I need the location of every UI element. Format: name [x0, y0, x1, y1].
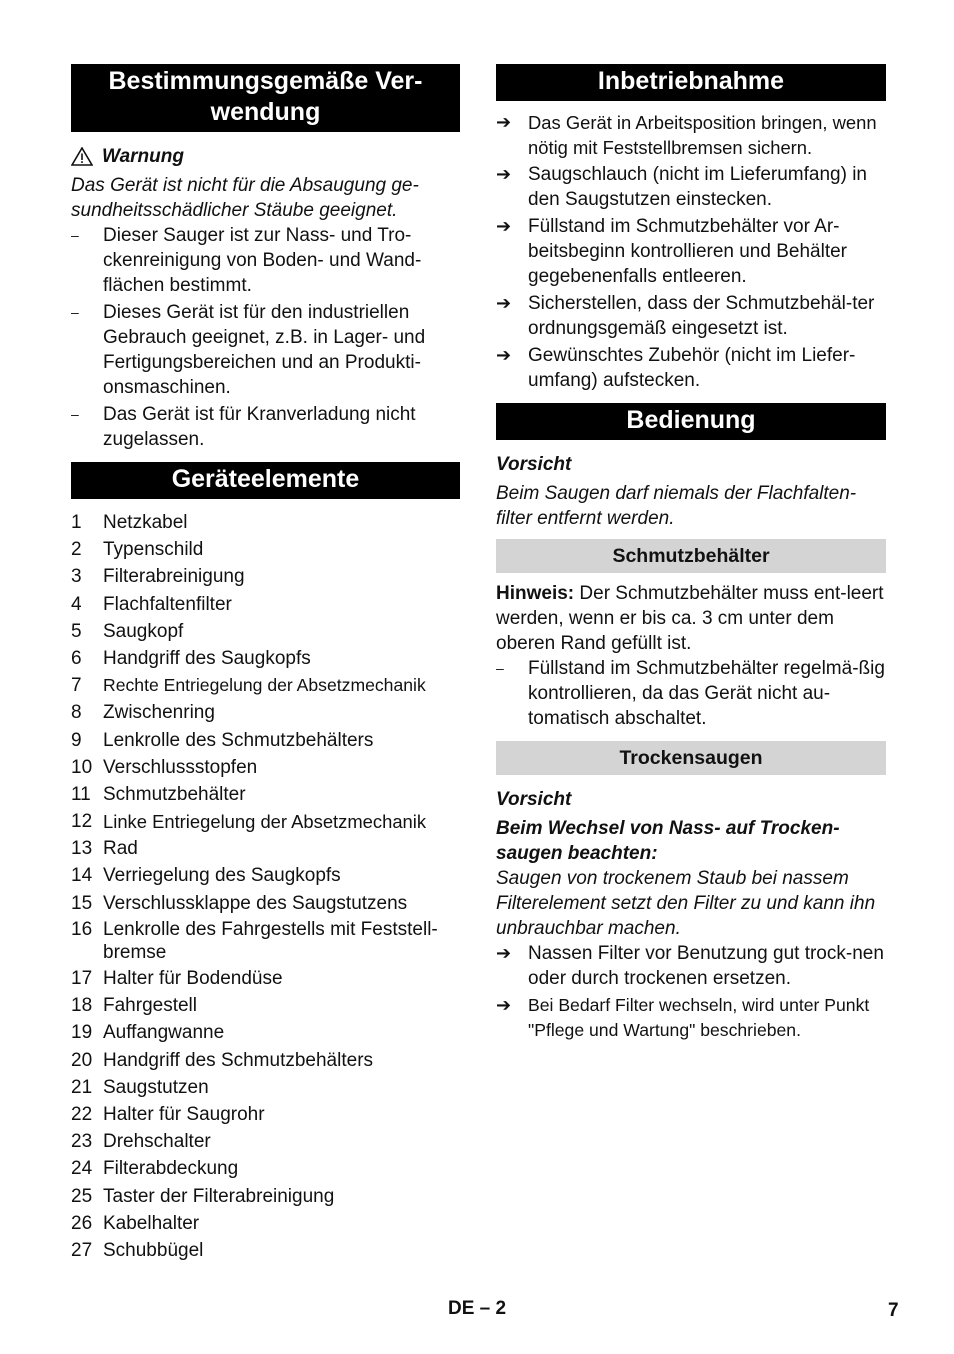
list-item [71, 1211, 460, 1236]
list-item [71, 619, 460, 644]
caution2-bold: Beim Wechsel von Nass- auf Trocken-saugen beachten: [496, 818, 840, 864]
item-text: Verschlussklappe des Saugstutzens [103, 892, 408, 914]
elements-list [71, 510, 460, 1263]
list-item [71, 966, 460, 991]
list-item [71, 1075, 460, 1100]
dash-marker: – [71, 227, 79, 243]
arrow-icon: ➔ [496, 293, 512, 313]
arrow-icon: ➔ [496, 112, 512, 132]
warning-label: Warnung [102, 146, 184, 167]
list-item [71, 891, 460, 916]
list-item [71, 993, 460, 1018]
item-text: Halter für Saugrohr [103, 1103, 265, 1125]
item-number: 7 [71, 675, 82, 697]
note-paragraph [496, 581, 886, 656]
item-number: 12 [71, 811, 93, 833]
item-text: Handgriff des Schmutzbehälters [103, 1049, 374, 1071]
dash-item-text: Füllstand im Schmutzbehälter regelmä-ßig kontrollieren, da das Gerät nicht au-tomatisch abschaltet. [528, 658, 885, 729]
item-number: 18 [71, 995, 93, 1017]
heading-line-2: wendung [210, 98, 321, 126]
dash-item [496, 656, 886, 731]
item-number: 26 [71, 1212, 93, 1234]
list-item [71, 510, 460, 535]
item-number: 24 [71, 1158, 93, 1180]
list-item [71, 537, 460, 562]
list-item [71, 1048, 460, 1073]
item-text: Typenschild [103, 539, 204, 561]
step-item [496, 214, 886, 289]
section-heading-bestimmung [71, 64, 460, 132]
step-item [496, 343, 886, 393]
warning-text: Das Gerät ist nicht für die Absaugung ge-sundheitsschädlicher Stäube geeignet. [71, 175, 419, 221]
item-text: Saugkopf [103, 620, 184, 642]
page-number: 7 [888, 1300, 899, 1321]
right-column [496, 64, 886, 1045]
item-text: Lenkrolle des Fahrgestells mit Feststell-bremse [103, 918, 438, 963]
item-text: Kabelhalter [103, 1212, 200, 1234]
left-column [71, 64, 460, 1265]
item-number: 13 [71, 838, 93, 860]
item-number: 11 [71, 783, 91, 805]
list-item [71, 755, 460, 780]
item-text: Halter für Bodendüse [103, 968, 283, 989]
arrow-icon: ➔ [496, 345, 512, 365]
item-text: Zwischenring [103, 702, 215, 724]
step-text: Gewünschtes Zubehör (nicht im Liefer-umfang) aufstecken. [528, 345, 856, 391]
arrow-icon: ➔ [496, 164, 512, 184]
list-item [71, 564, 460, 589]
arrow-icon: ➔ [496, 943, 512, 963]
step-item [496, 941, 886, 991]
dash-marker: – [71, 406, 79, 422]
dash-item [71, 223, 460, 298]
item-number: 8 [71, 702, 82, 724]
list-item [71, 592, 460, 617]
item-number: 2 [71, 539, 82, 561]
item-number: 9 [71, 729, 82, 751]
item-text: Saugstutzen [103, 1076, 209, 1098]
list-item [71, 1129, 460, 1154]
item-text: Filterabreinigung [103, 566, 245, 588]
caution-label: Vorsicht [496, 454, 572, 475]
item-number: 16 [71, 918, 93, 940]
item-number: 17 [71, 968, 93, 989]
list-item [71, 1156, 460, 1181]
item-text: Netzkabel [103, 512, 188, 533]
step-item [496, 291, 886, 341]
step-text: Bei Bedarf Filter wechseln, wird unter Punkt "Pflege und Wartung" beschrieben. [528, 995, 870, 1040]
item-text: Fahrgestell [103, 995, 197, 1017]
list-item [71, 1238, 460, 1263]
section-heading-inbetriebnahme: Inbetriebnahme [496, 64, 886, 101]
note-text: Der Schmutzbehälter muss ent-leert werden, wenn er bis ca. 3 cm unter dem oberen Rand gefüllt ist. [496, 583, 884, 654]
item-text: Lenkrolle des Schmutzbehälters [103, 729, 374, 751]
list-item [71, 1102, 460, 1127]
note-label: Hinweis: [496, 583, 575, 604]
item-text: Handgriff des Saugkopfs [103, 647, 311, 669]
warning-triangle-icon [71, 147, 93, 166]
item-text: Rechte Entriegelung der Absetzmechanik [103, 675, 426, 696]
arrow-icon: ➔ [496, 995, 512, 1015]
item-number: 10 [71, 756, 93, 778]
dash-item [71, 300, 460, 400]
item-text: Auffangwanne [103, 1022, 225, 1044]
item-number: 1 [71, 512, 82, 533]
item-text: Taster der Filterabreinigung [103, 1185, 335, 1207]
item-text: Schmutzbehälter [103, 783, 246, 805]
item-text: Flachfaltenfilter [103, 593, 232, 615]
section-heading-geraeteelemente: Geräteelemente [71, 462, 460, 499]
item-text: Rad [103, 838, 138, 860]
item-text: Verriegelung des Saugkopfs [103, 865, 341, 887]
step-item [496, 162, 886, 212]
subheading-schmutzbehaelter: Schmutzbehälter [496, 539, 886, 573]
item-text: Drehschalter [103, 1131, 211, 1153]
list-item [71, 782, 460, 807]
step-text: Füllstand im Schmutzbehälter vor Ar-beitsbeginn kontrollieren und Behälter gegebenenfalls entleeren. [528, 216, 847, 287]
list-item [71, 700, 460, 725]
item-number: 3 [71, 566, 82, 588]
dash-item-text: Dieser Sauger ist zur Nass- und Tro-ckenreinigung von Boden- und Wand-flächen bestimmt. [103, 225, 422, 296]
caution2-text: Saugen von trockenem Staub bei nassem Filterelement setzt den Filter zu und kann ihn unbrauchbar machen. [496, 868, 876, 939]
caution2-label: Vorsicht [496, 789, 572, 810]
dash-item-text: Das Gerät ist für Kranverladung nicht zugelassen. [103, 404, 416, 450]
list-item [71, 918, 460, 964]
item-number: 20 [71, 1049, 93, 1071]
item-number: 21 [71, 1076, 93, 1098]
dash-marker: – [496, 660, 504, 676]
arrow-icon: ➔ [496, 216, 512, 236]
item-number: 5 [71, 620, 82, 642]
list-item [71, 646, 460, 671]
list-item [71, 836, 460, 861]
step-text: Sicherstellen, dass der Schmutzbehäl-ter ordnungsgemäß eingesetzt ist. [528, 293, 875, 339]
caution-text: Beim Saugen darf niemals der Flachfalten-filter entfernt werden. [496, 483, 857, 529]
item-text: Linke Entriegelung der Absetzmechanik [103, 811, 427, 833]
item-number: 23 [71, 1131, 93, 1153]
dash-item [71, 402, 460, 452]
list-item [71, 1184, 460, 1209]
footer-language-page: DE – 2 [448, 1298, 507, 1319]
item-text: Verschlussstopfen [103, 756, 258, 778]
list-item [71, 863, 460, 888]
item-number: 22 [71, 1103, 93, 1125]
step-text: Nassen Filter vor Benutzung gut trock-nen oder durch trockenen ersetzen. [528, 943, 884, 989]
item-number: 14 [71, 865, 93, 887]
step-text: Das Gerät in Arbeitsposition bringen, wenn nötig mit Feststellbremsen sichern. [528, 112, 877, 158]
item-number: 15 [71, 892, 93, 914]
item-number: 6 [71, 647, 82, 669]
list-item [71, 728, 460, 753]
item-text: Filterabdeckung [103, 1158, 239, 1180]
item-text: Schubbügel [103, 1239, 204, 1261]
section-heading-bedienung: Bedienung [496, 403, 886, 440]
item-number: 27 [71, 1239, 93, 1261]
dash-item-text: Dieses Gerät ist für den industriellen Gebrauch geeignet, z.B. in Lager- und Fertigungsbereichen und an Produkti-onsmaschinen. [103, 302, 426, 398]
list-item [71, 1020, 460, 1045]
subheading-trockensaugen: Trockensaugen [496, 741, 886, 775]
item-number: 19 [71, 1022, 93, 1044]
item-number: 4 [71, 593, 82, 615]
step-text: Saugschlauch (nicht im Lieferumfang) in den Saugstutzen einstecken. [528, 164, 868, 210]
warning-label-row [71, 144, 460, 169]
list-item [71, 809, 460, 834]
list-item [71, 673, 460, 698]
step-item [496, 110, 886, 160]
item-number: 25 [71, 1185, 93, 1207]
dash-marker: – [71, 304, 79, 320]
heading-line-1: Bestimmungsgemäße Ver- [108, 67, 423, 95]
step-item [496, 993, 886, 1043]
